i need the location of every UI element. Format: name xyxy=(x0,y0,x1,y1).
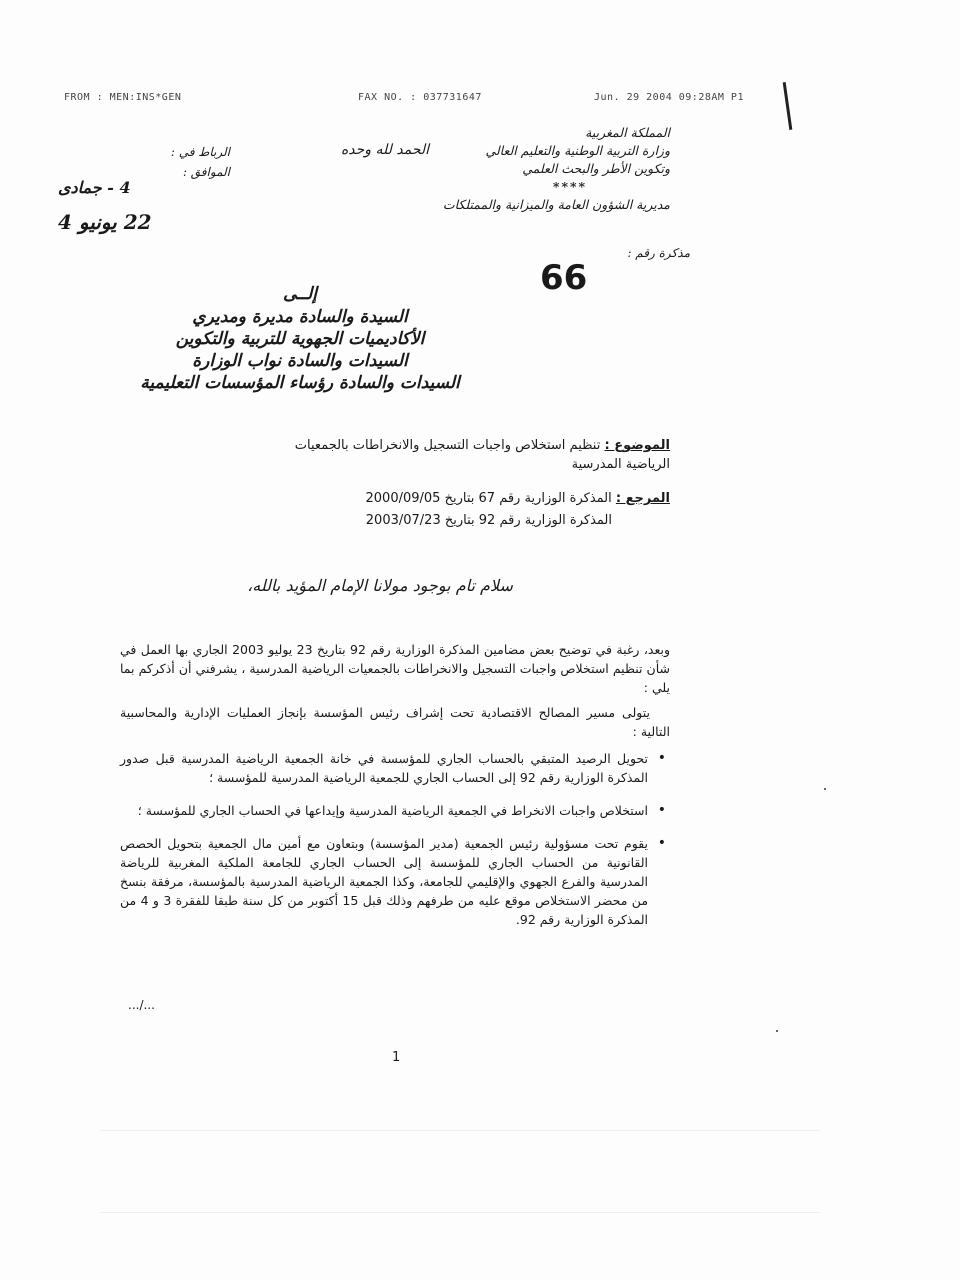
recipient-line: السيدات والسادة رؤساء المؤسسات التعليمية xyxy=(140,373,460,393)
reference-label: المرجع : xyxy=(615,491,670,506)
reference-item: المذكرة الوزارية رقم 67 بتاريخ 2000/09/05 xyxy=(365,491,612,506)
corresponding-label: الموافق : xyxy=(182,165,230,179)
scan-edge-mark xyxy=(783,82,793,130)
page-number: 1 xyxy=(392,1050,401,1065)
continuation-mark: .../... xyxy=(128,998,155,1012)
ministry-separator: **** xyxy=(552,179,588,194)
ministry-line: مديرية الشؤون العامة والميزانية والممتلكات xyxy=(442,197,670,212)
ministry-line: وتكوين الأطر والبحث العلمي xyxy=(522,161,670,176)
recipients-to: إلــى xyxy=(282,284,318,304)
scan-speck xyxy=(776,1030,778,1032)
scan-speck xyxy=(824,788,826,790)
place-label: الرباط في : xyxy=(170,145,230,159)
scan-line xyxy=(100,1130,820,1131)
bullet-item: • يقوم تحت مسؤولية رئيس الجمعية (مدير المؤسسة) وبتعاون مع أمين مال الجمعية بتحويل الحصص القانونية من الحساب الجاري للمؤسسة إلى الحساب الجاري للجامعة الملكية المغربية للرياضة المدرسية والفرع الجهوي والإقليمي للجامعة، وكذا الجمعية الرياضية المدرسية بالمؤسسة، مرفقة بنسخ من محضر الاستخلاص موقع عليه من طرفهم وذلك قبل 15 أكتوبر من كل سنة طبقا للفقرة 3 و 4 من المذكرة الوزارية رقم 92. xyxy=(120,834,648,929)
recipient-line: السيدة والسادة مديرة ومديري xyxy=(192,307,408,327)
reference-item: المذكرة الوزارية رقم 92 بتاريخ 2003/07/23 xyxy=(365,513,612,528)
body-lead: يتولى مسير المصالح الاقتصادية تحت إشراف رئيس المؤسسة بإنجاز العمليات الإدارية والمحاسبية التالية : xyxy=(120,705,670,739)
reference-block xyxy=(280,488,670,532)
greeting: سلام تام بوجود مولانا الإمام المؤيد بالله، xyxy=(247,576,513,595)
place-date-block xyxy=(140,142,230,182)
scan-line xyxy=(100,1212,820,1213)
bullet-item: • استخلاص واجبات الانخراط في الجمعية الرياضية المدرسية وإيداعها في الحساب الجاري للمؤسسة ؛ xyxy=(120,801,648,820)
fax-number: FAX NO. : 037731647 xyxy=(358,92,482,103)
subject-block xyxy=(280,436,670,474)
recipients-block xyxy=(140,284,460,394)
memo-number: 66 xyxy=(540,258,588,298)
body-intro: وبعد، رغبة في توضيح بعض مضامين المذكرة الوزارية رقم 92 بتاريخ 23 يوليو 2003 الجاري بها العمل في شأن تنظيم استخلاص واجبات التسجيل والانخراطات بالجمعيات الرياضية المدرسية ، يشرفني أن أذكركم بما يلي : xyxy=(120,642,671,695)
ministry-header xyxy=(410,124,670,214)
hijri-date: 4 - جمادى xyxy=(58,178,131,197)
subject-label: الموضوع : xyxy=(604,438,670,453)
memo-label: مذكرة رقم : xyxy=(627,246,690,260)
letter-body xyxy=(120,640,670,943)
recipient-line: الأكاديميات الجهوية للتربية والتكوين xyxy=(175,329,425,349)
ministry-line: وزارة التربية الوطنية والتعليم العالي xyxy=(485,143,670,158)
gregorian-date: 22 يونيو 4 xyxy=(58,210,152,234)
recipient-line: السيدات والسادة نواب الوزارة xyxy=(192,351,408,371)
fax-datetime: Jun. 29 2004 09:28AM P1 xyxy=(594,92,744,103)
ministry-line: المملكة المغربية xyxy=(585,125,670,140)
bullet-list xyxy=(120,749,670,929)
subject-text: تنظيم استخلاص واجبات التسجيل والانخراطات بالجمعيات الرياضية المدرسية xyxy=(294,438,670,472)
basmala: الحمد لله وحده xyxy=(340,142,430,158)
bullet-item: • تحويل الرصيد المتبقي بالحساب الجاري للمؤسسة في خانة الجمعية الرياضية المدرسية قبل صدور المذكرة الوزارية رقم 92 إلى الحساب الجاري للجمعية الرياضية المدرسية للمؤسسة ؛ xyxy=(120,749,648,787)
fax-from: FROM : MEN:INS*GEN xyxy=(64,92,182,103)
